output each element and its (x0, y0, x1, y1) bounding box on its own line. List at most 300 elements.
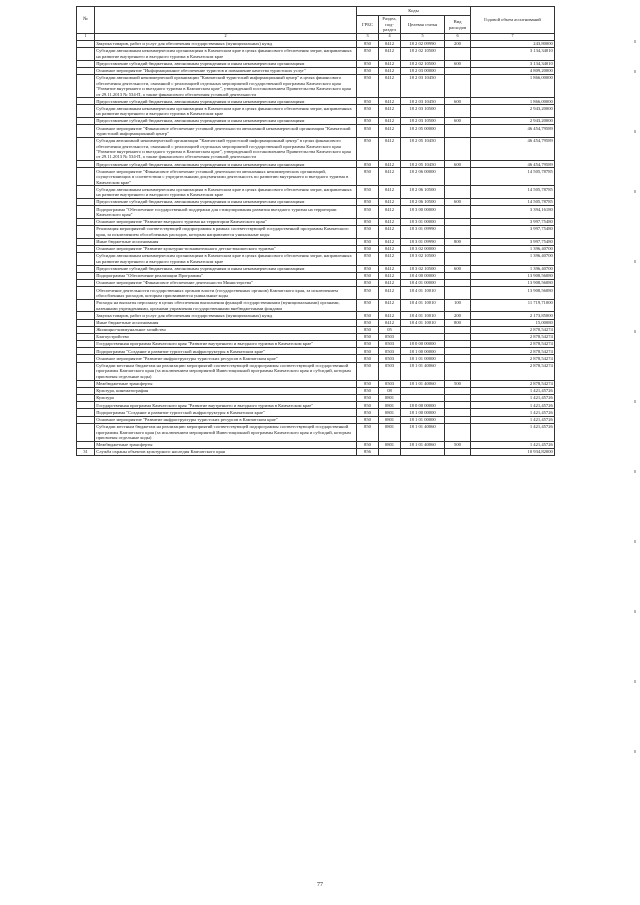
table-row (77, 74, 555, 97)
row-grbs: 850 (357, 279, 379, 286)
row-name: Иные бюджетные ассигнования (95, 238, 357, 245)
row-number (77, 272, 95, 279)
row-target: 18 1 01 00000 (401, 416, 445, 423)
table-row (77, 265, 555, 272)
row-name: Реализация мероприятий соответствующей подпрограммы в рамках соответствующей государственной программы Камчатского края, за исключением обособленных расходов, которым направляются уникальные коды (95, 226, 357, 239)
table-row (77, 287, 555, 300)
row-number (77, 341, 95, 348)
row-section: 0503 (379, 362, 401, 380)
row-name: Основное мероприятие "Развитие культурно-познавательного детско-юношеского туризма" (95, 245, 357, 252)
row-section: 0503 (379, 333, 401, 340)
row-target: 18 3 02 10500 (401, 265, 445, 272)
table-row (77, 362, 555, 380)
row-section: 0412 (379, 238, 401, 245)
row-expense-type: 600 (445, 60, 471, 67)
column-number: 3 (357, 34, 379, 41)
row-number (77, 441, 95, 448)
row-target: 18 1 01 40060 (401, 380, 445, 387)
row-number (77, 67, 95, 74)
row-name: Межбюджетные трансферты (95, 441, 357, 448)
row-number (77, 409, 95, 416)
row-grbs: 850 (357, 226, 379, 239)
row-target: 18 2 02 09990 (401, 40, 445, 47)
row-section: 0412 (379, 287, 401, 300)
row-name: Подпрограмма "Обеспечение реализации Программы" (95, 272, 357, 279)
row-section: 0412 (379, 206, 401, 219)
row-section: 0412 (379, 312, 401, 319)
row-name: Основное мероприятие "Финансовое обеспечение уставной деятельности автономных некоммерческих организаций, осуществляющих в соответствии с учредительными документами деятельность по развитию внутреннего и въездного туризма в Камчатском крае" (95, 168, 357, 186)
row-target: 18 1 00 00000 (401, 348, 445, 355)
row-target (401, 448, 445, 455)
row-amount: 1 421,45726 (471, 395, 555, 402)
row-amount: 1 421,45726 (471, 416, 555, 423)
row-name: Основное мероприятие "Развитие инфраструктуры туристских ресурсов в Камчатском крае" (95, 355, 357, 362)
row-grbs: 850 (357, 238, 379, 245)
row-name: Благоустройство (95, 333, 357, 340)
row-name: Субсидии местным бюджетам на реализацию мероприятий соответствующей подпрограммы соответствующей государственной программы Камчатского края (за исключением мероприятий Инвестиционной программы Камчатского края и субсидий, которым присвоены отдельные коды) (95, 362, 357, 380)
row-expense-type (445, 67, 471, 74)
row-name: Государственная программа Камчатского края "Развитие внутреннего и въездного туризма в Камчатском крае" (95, 402, 357, 409)
row-section: 0412 (379, 168, 401, 186)
budget-table (76, 6, 555, 456)
row-grbs: 850 (357, 206, 379, 219)
table-row (77, 387, 555, 394)
row-target: 18 2 06 00000 (401, 168, 445, 186)
row-number (77, 199, 95, 206)
row-section: 0412 (379, 60, 401, 67)
row-expense-type (445, 168, 471, 186)
row-amount: 2 943,20000 (471, 105, 555, 118)
row-amount: 14 505,78785 (471, 199, 555, 206)
column-number: 6 (445, 34, 471, 41)
row-name: Субсидии автономным некоммерческим организациям в Камчатском крае в целях финансового обеспечения затрат, направленных на развитие внутреннего и въездного туризма в Камчатском крае (95, 105, 357, 118)
row-number (77, 206, 95, 219)
row-expense-type (445, 387, 471, 394)
row-section: 0412 (379, 252, 401, 265)
table-row (77, 238, 555, 245)
row-section: 0412 (379, 161, 401, 168)
row-grbs: 850 (357, 218, 379, 225)
row-name: Предоставление субсидий бюджетным, автономным учреждениям и иным некоммерческим организациям (95, 265, 357, 272)
row-expense-type (445, 395, 471, 402)
row-expense-type (445, 137, 471, 160)
table-row (77, 137, 555, 160)
row-expense-type (445, 287, 471, 300)
row-number (77, 245, 95, 252)
row-target: 18 2 02 10500 (401, 60, 445, 67)
row-name: Субсидии автономным некоммерческим организациям в Камчатском крае в целях финансового обеспечения затрат, направленных на развитие внутреннего и въездного туризма в Камчатском крае (95, 186, 357, 199)
row-grbs: 850 (357, 168, 379, 186)
row-number (77, 74, 95, 97)
row-expense-type: 500 (445, 441, 471, 448)
row-expense-type (445, 326, 471, 333)
row-amount: 3 134,34010 (471, 60, 555, 67)
row-grbs: 850 (357, 47, 379, 60)
table-row (77, 380, 555, 387)
row-number (77, 265, 95, 272)
table-row (77, 441, 555, 448)
row-expense-type (445, 226, 471, 239)
row-section: 0412 (379, 105, 401, 118)
row-expense-type: 600 (445, 161, 471, 168)
row-target: 18 4 01 10010 (401, 299, 445, 312)
row-expense-type (445, 279, 471, 286)
row-grbs: 850 (357, 137, 379, 160)
row-name: Межбюджетные трансферты (95, 380, 357, 387)
row-target (401, 333, 445, 340)
table-row (77, 409, 555, 416)
row-grbs: 850 (357, 74, 379, 97)
row-section: 0412 (379, 226, 401, 239)
row-grbs: 850 (357, 416, 379, 423)
row-expense-type (445, 206, 471, 219)
row-amount: 1 866,00000 (471, 98, 555, 105)
row-expense-type: 200 (445, 312, 471, 319)
row-amount: 46 454,79589 (471, 137, 555, 160)
row-target: 18 1 01 40060 (401, 441, 445, 448)
row-grbs: 850 (357, 402, 379, 409)
row-amount: 46 454,79589 (471, 161, 555, 168)
row-amount: 1 421,45726 (471, 402, 555, 409)
table-row (77, 319, 555, 326)
table-row (77, 423, 555, 441)
row-target: 18 1 00 00000 (401, 409, 445, 416)
row-section: 08 (379, 387, 401, 394)
row-section: 0412 (379, 118, 401, 125)
row-target: 18 2 06 10500 (401, 199, 445, 206)
row-section: 0412 (379, 265, 401, 272)
row-expense-type (445, 423, 471, 441)
table-row (77, 98, 555, 105)
row-section: 0412 (379, 74, 401, 97)
row-grbs: 850 (357, 287, 379, 300)
row-expense-type (445, 272, 471, 279)
row-grbs: 850 (357, 387, 379, 394)
row-grbs: 850 (357, 348, 379, 355)
row-target: 18 2 05 00000 (401, 125, 445, 138)
table-row (77, 47, 555, 60)
row-expense-type (445, 218, 471, 225)
table-row (77, 60, 555, 67)
row-section (379, 448, 401, 455)
row-name: Жилищно-коммунальное хозяйство (95, 326, 357, 333)
row-number (77, 105, 95, 118)
row-name: Подпрограмма "Создание и развитие туристской инфраструктуры в Камчатском крае" (95, 348, 357, 355)
row-grbs: 850 (357, 395, 379, 402)
row-section: 0412 (379, 137, 401, 160)
row-expense-type (445, 74, 471, 97)
row-name: Субсидии автономным некоммерческим организациям в Камчатском крае в целях финансового обеспечения затрат, направленных на развитие внутреннего и въездного туризма в Камчатском крае (95, 252, 357, 265)
row-number (77, 387, 95, 394)
row-grbs: 850 (357, 355, 379, 362)
row-grbs: 850 (357, 409, 379, 416)
table-row (77, 402, 555, 409)
row-grbs: 850 (357, 380, 379, 387)
row-number (77, 423, 95, 441)
row-grbs: 850 (357, 441, 379, 448)
row-expense-type: 600 (445, 265, 471, 272)
row-target (401, 387, 445, 394)
table-row (77, 341, 555, 348)
row-target: 18 0 00 00000 (401, 402, 445, 409)
row-expense-type: 600 (445, 98, 471, 105)
row-amount: 15,00080 (471, 319, 555, 326)
row-expense-type (445, 341, 471, 348)
row-target: 18 3 02 10500 (401, 252, 445, 265)
row-grbs: 850 (357, 362, 379, 380)
row-grbs: 850 (357, 60, 379, 67)
row-grbs: 850 (357, 199, 379, 206)
row-target (401, 395, 445, 402)
row-name: Расходы на выплаты персоналу в целях обеспечения выполнения функций государственными (муниципальными) органами, казенными учреждениями, органами управления государственными внебюджетными фондами (95, 299, 357, 312)
row-amount: 1 421,45726 (471, 387, 555, 394)
row-name: Субсидии автономной некоммерческой организации "Камчатский туристский информационный центр" в целях финансового обеспечения деятельности, связанной с реализацией отдельных мероприятий государственной программы Камчатского края "Развитие внутреннего и въездного туризма в Камчатском крае", утвержденной постановлением Правительства Камчатского края от 29.11.2013 № 534-П, а также финансового обеспечения уставной деятельности (95, 74, 357, 97)
row-section: 0412 (379, 199, 401, 206)
row-grbs: 850 (357, 341, 379, 348)
row-grbs: 850 (357, 98, 379, 105)
row-number (77, 416, 95, 423)
row-target: 18 3 01 09990 (401, 226, 445, 239)
row-amount: 1 866,00000 (471, 74, 555, 97)
row-expense-type (445, 355, 471, 362)
table-row (77, 161, 555, 168)
row-grbs: 850 (357, 252, 379, 265)
table-header (77, 7, 555, 41)
row-name: Закупка товаров, работ и услуг для обеспечения государственных (муниципальных) нужд (95, 312, 357, 319)
row-number (77, 326, 95, 333)
row-section: 0503 (379, 348, 401, 355)
page-number: 77 (317, 882, 323, 888)
row-amount: 2 878,54274 (471, 348, 555, 355)
row-expense-type (445, 448, 471, 455)
table-row (77, 206, 555, 219)
table-row (77, 312, 555, 319)
row-amount: 2 878,54274 (471, 355, 555, 362)
row-number (77, 60, 95, 67)
row-name: Предоставление субсидий бюджетным, автономным учреждениям и иным некоммерческим организациям (95, 199, 357, 206)
row-name: Обеспечение деятельности государственных органов власти (государственных органов) Камчатского края, за исключением обособленных расходов, которым присваиваются уникальные коды (95, 287, 357, 300)
table-row (77, 118, 555, 125)
row-grbs: 850 (357, 125, 379, 138)
row-amount: 1 421,45726 (471, 441, 555, 448)
column-number: 5 (401, 34, 445, 41)
row-section: 0801 (379, 416, 401, 423)
row-number (77, 40, 95, 47)
row-grbs: 850 (357, 265, 379, 272)
row-target: 18 3 01 09990 (401, 238, 445, 245)
column-number: 4 (379, 34, 401, 41)
row-section: 05 (379, 326, 401, 333)
row-number (77, 161, 95, 168)
row-target: 18 1 01 00000 (401, 355, 445, 362)
table-row (77, 333, 555, 340)
row-name: Основное мероприятие "Финансовое обеспечение уставной деятельности автономной некоммерческой организации "Камчатский туристский информационный центр" (95, 125, 357, 138)
row-amount: 13 908,56080 (471, 287, 555, 300)
table-row (77, 416, 555, 423)
row-number (77, 186, 95, 199)
header-no: № (77, 7, 95, 34)
column-number: 1 (77, 34, 95, 41)
table-row (77, 326, 555, 333)
row-number: 31 (77, 448, 95, 455)
row-amount: 2 878,54274 (471, 341, 555, 348)
row-grbs: 850 (357, 299, 379, 312)
row-name: Основное мероприятие "Информационное обеспечение туристов и повышение качества туристских услуг" (95, 67, 357, 74)
row-expense-type: 500 (445, 380, 471, 387)
row-name: Субсидии автономным некоммерческим организациям в Камчатском крае в целях финансового обеспечения затрат, направленных на развитие внутреннего и въездного туризма в Камчатском крае (95, 47, 357, 60)
row-expense-type (445, 402, 471, 409)
row-grbs: 850 (357, 105, 379, 118)
row-target: 18 2 03 00000 (401, 67, 445, 74)
row-expense-type (445, 409, 471, 416)
row-target: 18 0 00 00000 (401, 341, 445, 348)
row-name: Служба охраны объектов культурного наследия Камчатского края (95, 448, 357, 455)
row-name: Иные бюджетные ассигнования (95, 319, 357, 326)
row-number (77, 98, 95, 105)
row-amount: 1 396,40700 (471, 252, 555, 265)
row-section: 0412 (379, 47, 401, 60)
table-row (77, 252, 555, 265)
row-amount: 3 997,75480 (471, 226, 555, 239)
table-row (77, 279, 555, 286)
row-section: 0801 (379, 423, 401, 441)
table-row (77, 199, 555, 206)
table-row (77, 67, 555, 74)
row-section: 0412 (379, 67, 401, 74)
row-number (77, 312, 95, 319)
row-amount: 2 878,54274 (471, 380, 555, 387)
row-target: 18 4 01 10010 (401, 287, 445, 300)
table-row (77, 348, 555, 355)
row-section: 0801 (379, 402, 401, 409)
row-target: 18 4 01 10010 (401, 319, 445, 326)
row-amount: 3 394,16180 (471, 206, 555, 219)
row-name: Культура (95, 395, 357, 402)
row-amount: 4 809,20000 (471, 67, 555, 74)
row-name: Субсидия автономной некоммерческой организации "Камчатский туристский информационный центр" в целях финансового обеспечения деятельности, связанной с реализацией отдельных мероприятий государственной программы Камчатского края "Развитие внутреннего и въездного туризма в Камчатском крае", утвержденной постановлением Правительства Камчатского края от 29.11.2013 № 534-П, а также финансового обеспечения уставной деятельности (95, 137, 357, 160)
table-body (77, 40, 555, 455)
row-number (77, 395, 95, 402)
row-section: 0412 (379, 245, 401, 252)
row-grbs: 850 (357, 423, 379, 441)
row-target: 18 3 01 00000 (401, 218, 445, 225)
row-name: Субсидии местным бюджетам на реализацию мероприятий соответствующей подпрограммы соответствующей государственной программы Камчатского края (за исключением мероприятий Инвестиционной программы Камчатского края и субсидий, которым присвоены отдельные коды) (95, 423, 357, 441)
row-expense-type (445, 348, 471, 355)
row-amount: 1 421,45726 (471, 409, 555, 416)
row-amount: 3 997,75480 (471, 238, 555, 245)
table-row (77, 218, 555, 225)
row-amount: 243,80000 (471, 40, 555, 47)
row-section: 0412 (379, 218, 401, 225)
row-section: 0412 (379, 299, 401, 312)
row-name: Основное мероприятие "Развитие въездного туризма на территории Камчатского края" (95, 218, 357, 225)
row-section: 0412 (379, 272, 401, 279)
row-number (77, 226, 95, 239)
row-target: 18 4 01 00000 (401, 279, 445, 286)
row-amount: 2 173,85000 (471, 312, 555, 319)
row-target: 18 2 02 10500 (401, 47, 445, 60)
row-number (77, 47, 95, 60)
row-number (77, 252, 95, 265)
row-number (77, 362, 95, 380)
header-annual-volume: Годовой объем ассигнований (471, 7, 555, 34)
row-target: 18 2 05 10450 (401, 137, 445, 160)
row-number (77, 168, 95, 186)
row-target: 18 1 01 40060 (401, 362, 445, 380)
table-row (77, 245, 555, 252)
row-amount: 2 943,20000 (471, 118, 555, 125)
row-number (77, 137, 95, 160)
row-amount: 1 421,45726 (471, 423, 555, 441)
row-number (77, 287, 95, 300)
row-target: 18 2 03 10450 (401, 74, 445, 97)
row-section: 0801 (379, 395, 401, 402)
row-amount: 14 505,78785 (471, 168, 555, 186)
row-amount: 3 134,34010 (471, 47, 555, 60)
row-number (77, 118, 95, 125)
row-grbs: 850 (357, 186, 379, 199)
row-number (77, 402, 95, 409)
row-number (77, 333, 95, 340)
row-number (77, 238, 95, 245)
table-row (77, 168, 555, 186)
row-target: 18 2 05 10450 (401, 161, 445, 168)
row-name: Подпрограмма "Создание и развитие туристской инфраструктуры в Камчатском крае" (95, 409, 357, 416)
table-row (77, 105, 555, 118)
row-target: 18 3 00 00000 (401, 206, 445, 219)
row-amount: 1 396,40700 (471, 245, 555, 252)
table-row (77, 448, 555, 455)
row-name: Государственная программа Камчатского края "Развитие внутреннего и въездного туризма в Камчатском крае" (95, 341, 357, 348)
row-number (77, 348, 95, 355)
row-amount: 2 878,54274 (471, 333, 555, 340)
row-number (77, 355, 95, 362)
row-grbs: 850 (357, 319, 379, 326)
row-amount: 2 878,54274 (471, 326, 555, 333)
row-grbs: 850 (357, 40, 379, 47)
row-grbs: 850 (357, 272, 379, 279)
header-codes-group: Коды (357, 7, 471, 16)
margin-scan-marks (628, 0, 636, 905)
row-name: Культура, кинематография (95, 387, 357, 394)
row-amount: 11 719,71000 (471, 299, 555, 312)
table-row (77, 125, 555, 138)
row-target (401, 326, 445, 333)
row-target: 18 2 03 10450 (401, 98, 445, 105)
row-section: 0412 (379, 319, 401, 326)
row-section: 0412 (379, 40, 401, 47)
row-expense-type (445, 186, 471, 199)
row-section: 0503 (379, 380, 401, 387)
table-row (77, 40, 555, 47)
row-expense-type (445, 125, 471, 138)
row-grbs: 850 (357, 326, 379, 333)
budget-page (76, 6, 554, 456)
table-row (77, 299, 555, 312)
row-target: 18 4 00 00000 (401, 272, 445, 279)
row-target: 18 2 06 10500 (401, 186, 445, 199)
row-expense-type (445, 105, 471, 118)
row-amount: 10 934,82000 (471, 448, 555, 455)
row-grbs: 850 (357, 333, 379, 340)
row-name: Предоставление субсидий бюджетным, автономным учреждениям и иным некоммерческим организациям (95, 60, 357, 67)
row-expense-type: 600 (445, 118, 471, 125)
row-amount: 46 454,79589 (471, 125, 555, 138)
table-row (77, 226, 555, 239)
row-section: 0801 (379, 441, 401, 448)
row-expense-type (445, 245, 471, 252)
row-number (77, 218, 95, 225)
